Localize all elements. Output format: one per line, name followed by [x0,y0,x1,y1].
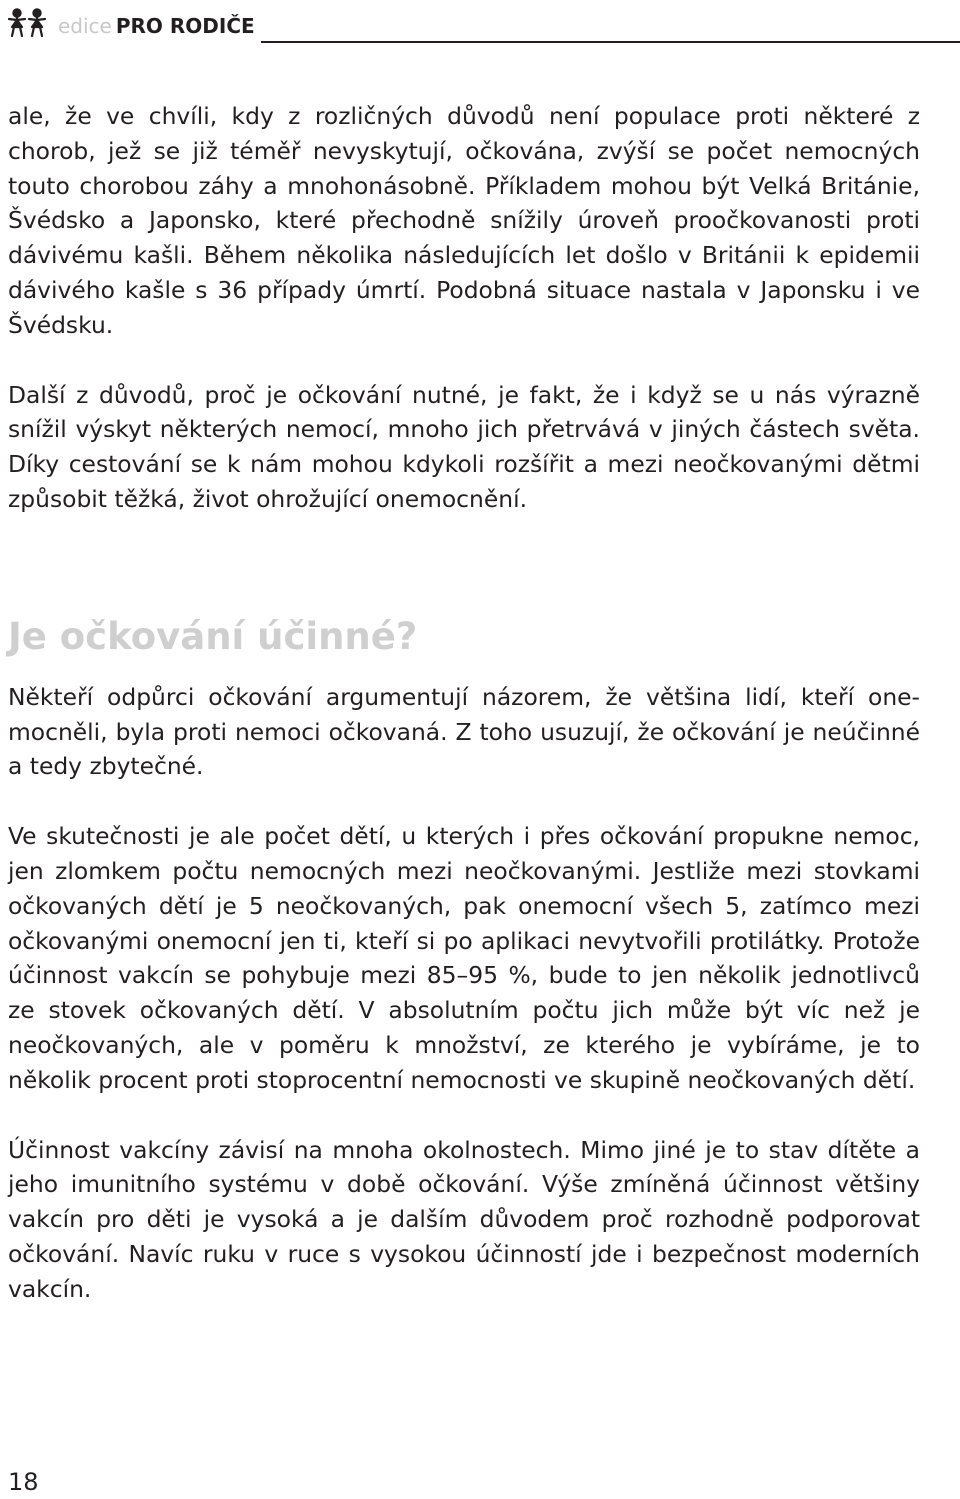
section-paragraph: Někteří odpůrci očkování argumentují názorem, že většina lidí, kteří onemocněli, byla proti nemoci očkovaná. Z toho usuzují, že očkování je neúčinné a tedy zbytečné. [8,682,920,781]
header-rule [261,41,960,43]
body-paragraph: ale, že ve chvíli, kdy z rozličných důvodů není populace proti některé z chorob, jež se již téměř nevyskytují, očkována, zvýší se počet nemocných touto chorobou záhy a mnohonásobně. Příkladem mohou být Velká Británie, Švédsko a Japonsko, které přechodně snížily úroveň proočkovanosti proti dávivému kašli. Během několika následujících let došlo v Británii k epidemii dávivého kašle s 36 případy úmrtí. Podobná situace nastala v Japonsku i ve Švédsku. [8,102,920,339]
page-header [6,6,958,42]
series-label [58,14,255,38]
body-paragraph: Další z důvodů, proč je očkování nutné, je fakt, že i když se u nás výrazně snížil výskyt některých nemocí, mnoho jich přetrvává v jiných částech světa. Díky cestování se k nám mohou kdykoli rozšířit a mezi neočkovanými dětmi způsobit těžká, život ohrožující onemocnění. [8,380,920,513]
section-paragraph: Účinnost vakcíny závisí na mnoha okolnostech. Mimo jiné je to stav dítěte a jeho imunitního systému v době očkování. Výše zmíněná účinnost většiny vakcín pro děti je vysoká a je dalším důvodem proč rozhodně podporovat očkování. Navíc ruku v ruce s vysokou účinností jde i bezpečnost moderních vakcín. [8,1135,920,1303]
page-body [8,99,920,1307]
children-figures-icon [6,8,50,38]
section-paragraph: Ve skutečnosti je ale počet dětí, u kterých i přes očkování propukne nemoc, jen zlomkem počtu nemocných mezi neočkovanými. Jestliže mezi stovkami očkovaných dětí je 5 neočkovaných, pak onemocní všech 5, zatímco mezi očkovanými onemocní jen ti, kteří si po aplikaci nevytvořili protilátky. Protože účinnost vakcín se pohybuje mezi 85–95 %, bude to jen několik jednotlivců ze stovek očkovaných dětí. V absolutním počtu jich může být víc než je neočkovaných, ale v poměru k množství, ze kterého je vybíráme, je to několik procent proti stoprocentní nemocnosti ve skupině neočkovaných dětí. [8,822,920,1094]
edition-label: edice [58,14,112,38]
page-number: 18 [8,1468,39,1496]
series-title: PRO RODIČE [115,14,255,38]
section-heading: Je očkování účinné? [8,614,418,658]
